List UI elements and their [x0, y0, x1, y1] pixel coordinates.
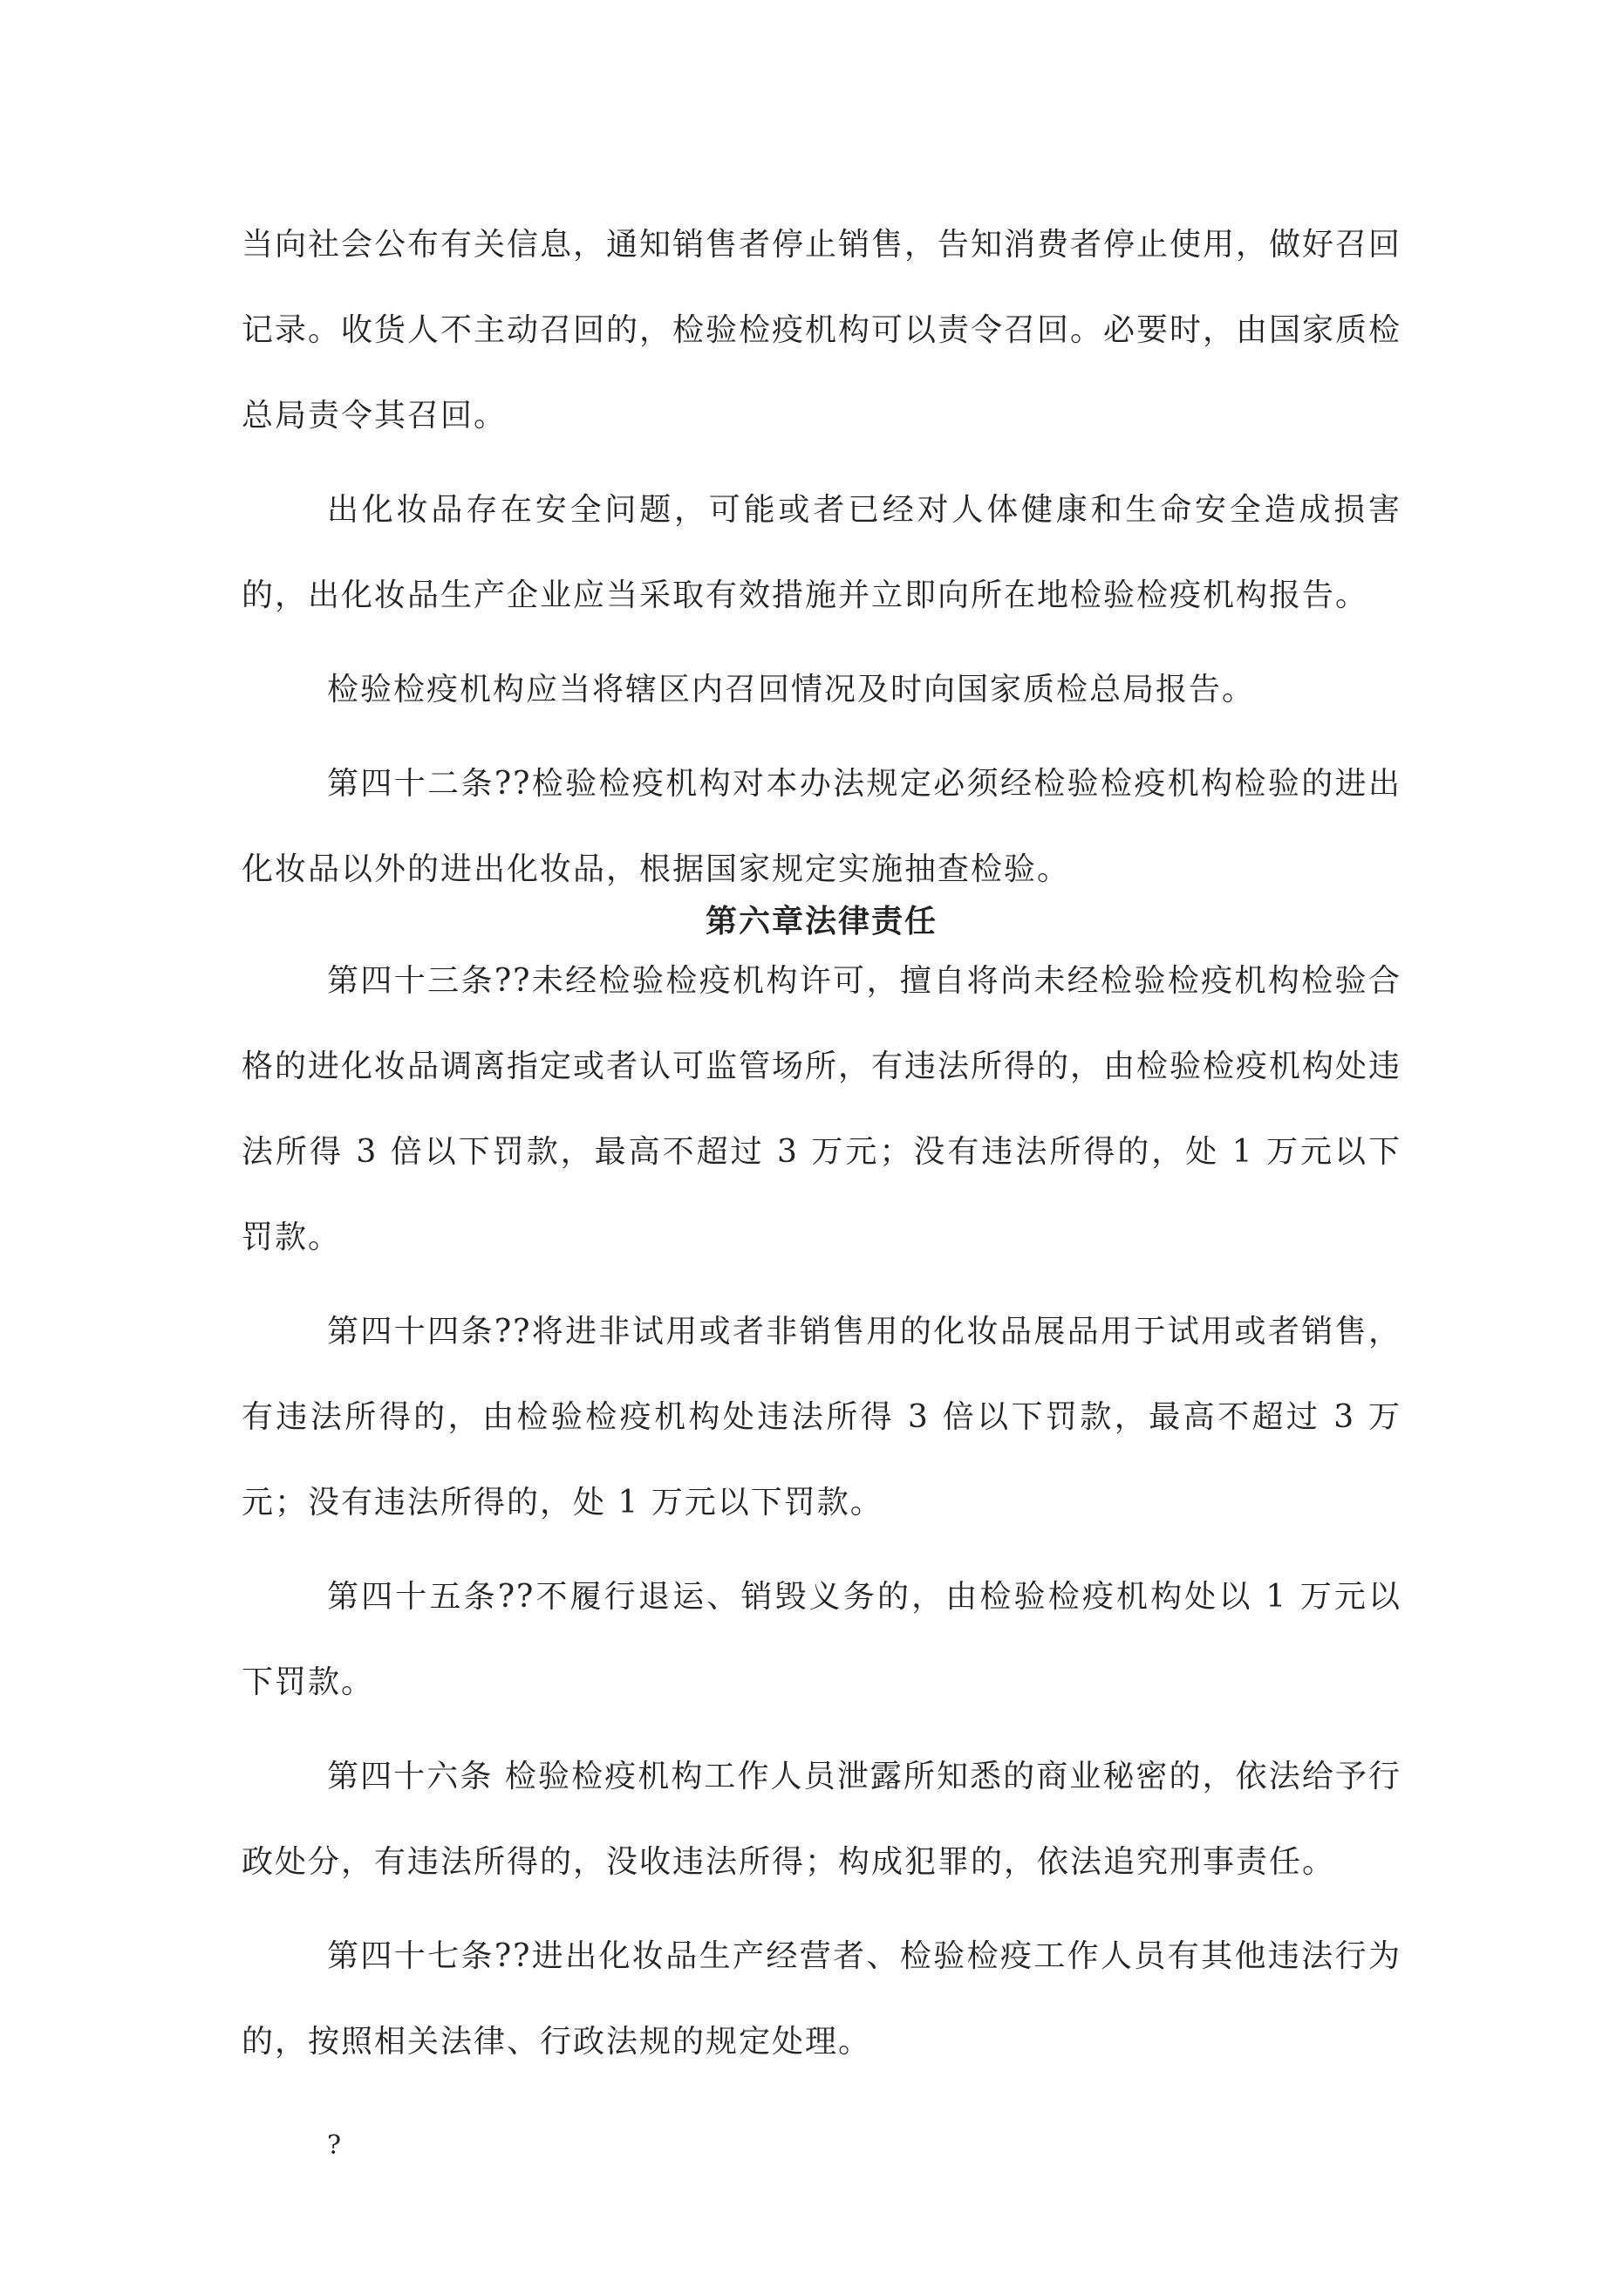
article-42: 第四十二条??检验检疫机构对本办法规定必须经检验检疫机构检验的进出化妆品以外的进出化妆品，根据国家规定实施抽查检验。 [242, 766, 1401, 887]
article-44: 第四十四条??将进非试用或者非销售用的化妆品展品用于试用或者销售，有违法所得的，由检验检疫机构处违法所得 3 倍以下罚款，最高不超过 3 万元；没有违法所得的，处 1 万元以下罚款。 [242, 1314, 1401, 1520]
chapter-title: 第六章法律责任 [705, 903, 938, 940]
article-47: 第四十七条??进出化妆品生产经营者、检验检疫工作人员有其他违法行为的，按照相关法律、行政法规的规定处理。 [242, 1938, 1401, 2060]
article-43: 第四十三条??未经检验检疫机构许可，擅自将尚未经检验检疫机构检验合格的进化妆品调离指定或者认可监管场所，有违法所得的，由检验检疫机构处违法所得 3 倍以下罚款，最高不超过 3 万元；没有违法所得的，处 1 万元以下罚款。 [242, 963, 1402, 1255]
document-body [242, 202, 1401, 2181]
article-46: 第四十六条 检验检疫机构工作人员泄露所知悉的商业秘密的，依法给予行政处分，有违法所得的，没收违法所得；构成犯罪的，依法追究刑事责任。 [242, 1759, 1401, 1880]
trailing-question-mark: ? [327, 2130, 344, 2161]
paragraph-recall-record: 当向社会公布有关信息，通知销售者停止销售，告知消费者停止使用，做好召回记录。收货人不主动召回的，检验检疫机构可以责令召回。必要时，由国家质检总局责令其召回。 [242, 227, 1402, 434]
article-45: 第四十五条??不履行退运、销毁义务的，由检验检疫机构处以 1 万元以下罚款。 [242, 1579, 1401, 1700]
paragraph-recall-reporting: 检验检疫机构应当将辖区内召回情况及时向国家质检总局报告。 [327, 672, 1256, 707]
paragraph-export-safety-report: 出化妆品存在安全问题，可能或者已经对人体健康和生命安全造成损害的，出化妆品生产企业应当采取有效措施并立即向所在地检验检疫机构报告。 [242, 492, 1401, 613]
